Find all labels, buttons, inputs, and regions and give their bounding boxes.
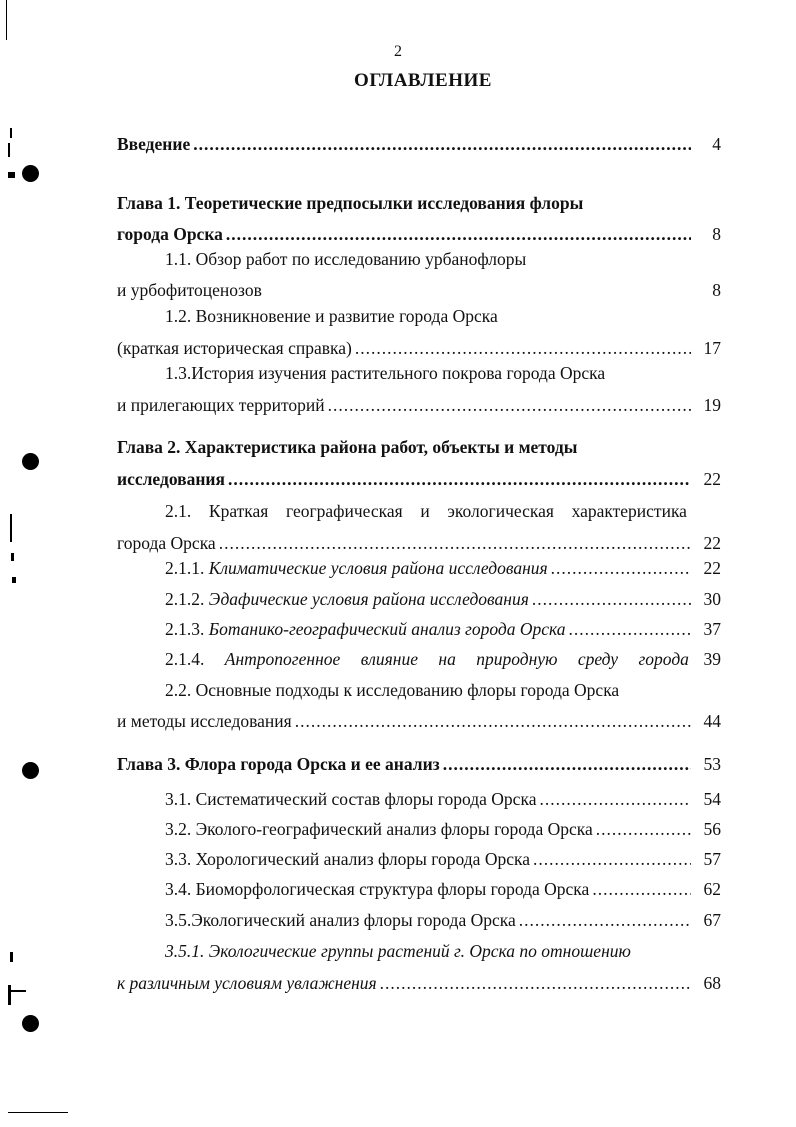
toc-section-2-1[interactable]: [117, 532, 721, 554]
toc-entry-title: 3.3. Хорологический анализ флоры города Орска: [165, 849, 530, 869]
toc-page-number: 4: [712, 134, 721, 154]
toc-word: характеристика: [571, 501, 687, 521]
scan-mark: [8, 1112, 68, 1113]
toc-page-number: 57: [703, 849, 721, 869]
toc-section-3-5-1[interactable]: [117, 972, 721, 994]
dot-leader: [440, 753, 691, 775]
toc-section-3-2[interactable]: [165, 818, 721, 840]
toc-section-2-2-line1[interactable]: 2.2. Основные подходы к исследованию флоры города Орска: [165, 680, 620, 700]
scan-mark: [8, 985, 11, 1005]
scan-mark: [8, 172, 15, 178]
toc-section-2-1-3[interactable]: [165, 618, 721, 640]
toc-section-1-1[interactable]: [117, 279, 721, 301]
scan-mark: [10, 952, 13, 962]
dot-leader: [593, 818, 691, 840]
toc-entry-title: Глава 3. Флора города Орска и ее анализ: [117, 754, 440, 774]
toc-page-number: 22: [703, 558, 721, 578]
toc-entry-title: и методы исследования: [117, 711, 292, 731]
toc-entry-title: (краткая историческая справка): [117, 338, 352, 358]
toc-chapter-2[interactable]: [117, 468, 721, 490]
toc-chapter-3[interactable]: [117, 753, 721, 775]
dot-leader: [548, 557, 691, 579]
dot-leader: [536, 788, 691, 810]
punch-hole-1: [22, 165, 39, 182]
toc-section-1-3[interactable]: [117, 394, 721, 416]
toc-page-number: 22: [703, 533, 721, 553]
toc-word: 2.1.4.: [165, 649, 205, 669]
page-number: 2: [394, 43, 402, 60]
toc-chapter-1-line1[interactable]: Глава 1. Теоретические предпосылки исследования флоры: [117, 193, 584, 213]
toc-word: географическая: [286, 501, 403, 521]
toc-section-1-1-line1[interactable]: 1.1. Обзор работ по исследованию урбанофлоры: [165, 249, 527, 269]
toc-word: Краткая: [208, 501, 269, 521]
punch-hole-4: [22, 1015, 39, 1032]
dot-leader: [292, 710, 691, 732]
toc-entry-title: 3.1. Систематический состав флоры города Орска: [165, 789, 537, 809]
toc-page-number: 22: [703, 469, 721, 489]
toc-entry-title: к различным условиям увлажнения: [117, 973, 377, 993]
toc-section-3-4[interactable]: [165, 878, 721, 900]
toc-page-number: 53: [703, 754, 721, 774]
toc-word: экологическая: [447, 501, 554, 521]
page-title: ОГЛАВЛЕНИЕ: [354, 70, 492, 91]
toc-page-number: 8: [712, 224, 721, 244]
toc-section-3-5-1-line1[interactable]: 3.5.1. Экологические группы растений г. Орска по отношению: [165, 941, 631, 961]
scan-mark: [8, 990, 26, 992]
toc-word: и: [420, 501, 430, 521]
scan-mark: [11, 553, 14, 561]
toc-page-number: 68: [703, 973, 721, 993]
dot-leader: [377, 972, 691, 994]
scan-mark: [10, 128, 12, 138]
toc-word: на: [438, 649, 456, 669]
toc-entry-title: города Орска: [117, 533, 216, 553]
dot-leader: [190, 133, 691, 155]
toc-section-3-3[interactable]: [165, 848, 721, 870]
toc-word: Антропогенное: [224, 649, 341, 669]
toc-word: города: [638, 649, 689, 669]
toc-page-number: 67: [703, 910, 721, 930]
toc-entry-title: Введение: [117, 134, 191, 154]
toc-entry-title: 3.2. Эколого-географический анализ флоры города Орска: [165, 819, 593, 839]
toc-entry-title: Эдафические условия района исследования: [208, 589, 529, 609]
toc-page-number: 56: [703, 819, 721, 839]
dot-leader: [529, 588, 691, 610]
toc-section-1-3-line1[interactable]: 1.3.История изучения растительного покрова города Орска: [165, 363, 606, 383]
toc-entry-title: Ботанико-географический анализ города Орска: [208, 619, 566, 639]
dot-leader: [223, 223, 691, 245]
toc-page-number: 19: [703, 395, 721, 415]
toc-page-number: 44: [703, 711, 721, 731]
toc-section-2-1-2[interactable]: [165, 588, 721, 610]
scan-mark: [8, 143, 10, 157]
toc-chapter-1[interactable]: [117, 223, 721, 245]
toc-section-2-1-4[interactable]: [165, 648, 721, 670]
dot-leader: [325, 394, 691, 416]
punch-hole-2: [22, 453, 39, 470]
toc-section-3-5[interactable]: [165, 909, 721, 931]
dot-leader: [566, 618, 691, 640]
toc-entry-title: и урбофитоценозов: [117, 280, 262, 300]
toc-section-3-1[interactable]: [165, 788, 721, 810]
toc-entry-number: 2.1.1.: [165, 558, 205, 578]
toc-page-number: 37: [703, 619, 721, 639]
dot-leader: [516, 909, 691, 931]
toc-word: природную: [476, 649, 558, 669]
toc-page-number: 8: [712, 280, 721, 300]
toc-entry-number: 2.1.2.: [165, 589, 205, 609]
toc-chapter-2-line1[interactable]: Глава 2. Характеристика района работ, объекты и методы: [117, 437, 578, 457]
toc-entry-title: и прилегающих территорий: [117, 395, 325, 415]
toc-entry-title: 3.5.Экологический анализ флоры города Орска: [165, 910, 516, 930]
toc-section-1-2-line1[interactable]: 1.2. Возникновение и развитие города Орска: [165, 306, 498, 326]
toc-section-2-1-1[interactable]: [165, 557, 721, 579]
scan-mark: [10, 514, 12, 542]
dot-leader: [216, 532, 691, 554]
punch-hole-3: [22, 762, 39, 779]
toc-page-number: 30: [703, 589, 721, 609]
dot-leader: [352, 337, 691, 359]
dot-leader: [589, 878, 691, 900]
toc-page-number: 62: [703, 879, 721, 899]
toc-section-1-2[interactable]: [117, 337, 721, 359]
dot-leader: [530, 848, 691, 870]
toc-page-number: 54: [703, 789, 721, 809]
toc-entry-intro[interactable]: [117, 133, 721, 155]
toc-entry-title: города Орска: [117, 224, 223, 244]
toc-entry-title: Климатические условия района исследования: [208, 558, 548, 578]
toc-entry-title: исследования: [117, 469, 225, 489]
toc-entry-number: 2.1.3.: [165, 619, 205, 639]
toc-page-number: 39: [703, 649, 721, 669]
toc-entry-title: 3.4. Биоморфологическая структура флоры города Орска: [165, 879, 590, 899]
toc-page-number: 17: [703, 338, 721, 358]
scan-mark: [6, 0, 7, 40]
toc-section-2-2[interactable]: [117, 710, 721, 732]
scan-mark: [12, 577, 16, 583]
toc-word: 2.1.: [165, 501, 192, 521]
toc-word: среду: [577, 649, 619, 669]
toc-section-2-1-line1[interactable]: [165, 500, 687, 522]
toc-word: влияние: [360, 649, 418, 669]
dot-leader: [225, 468, 691, 490]
